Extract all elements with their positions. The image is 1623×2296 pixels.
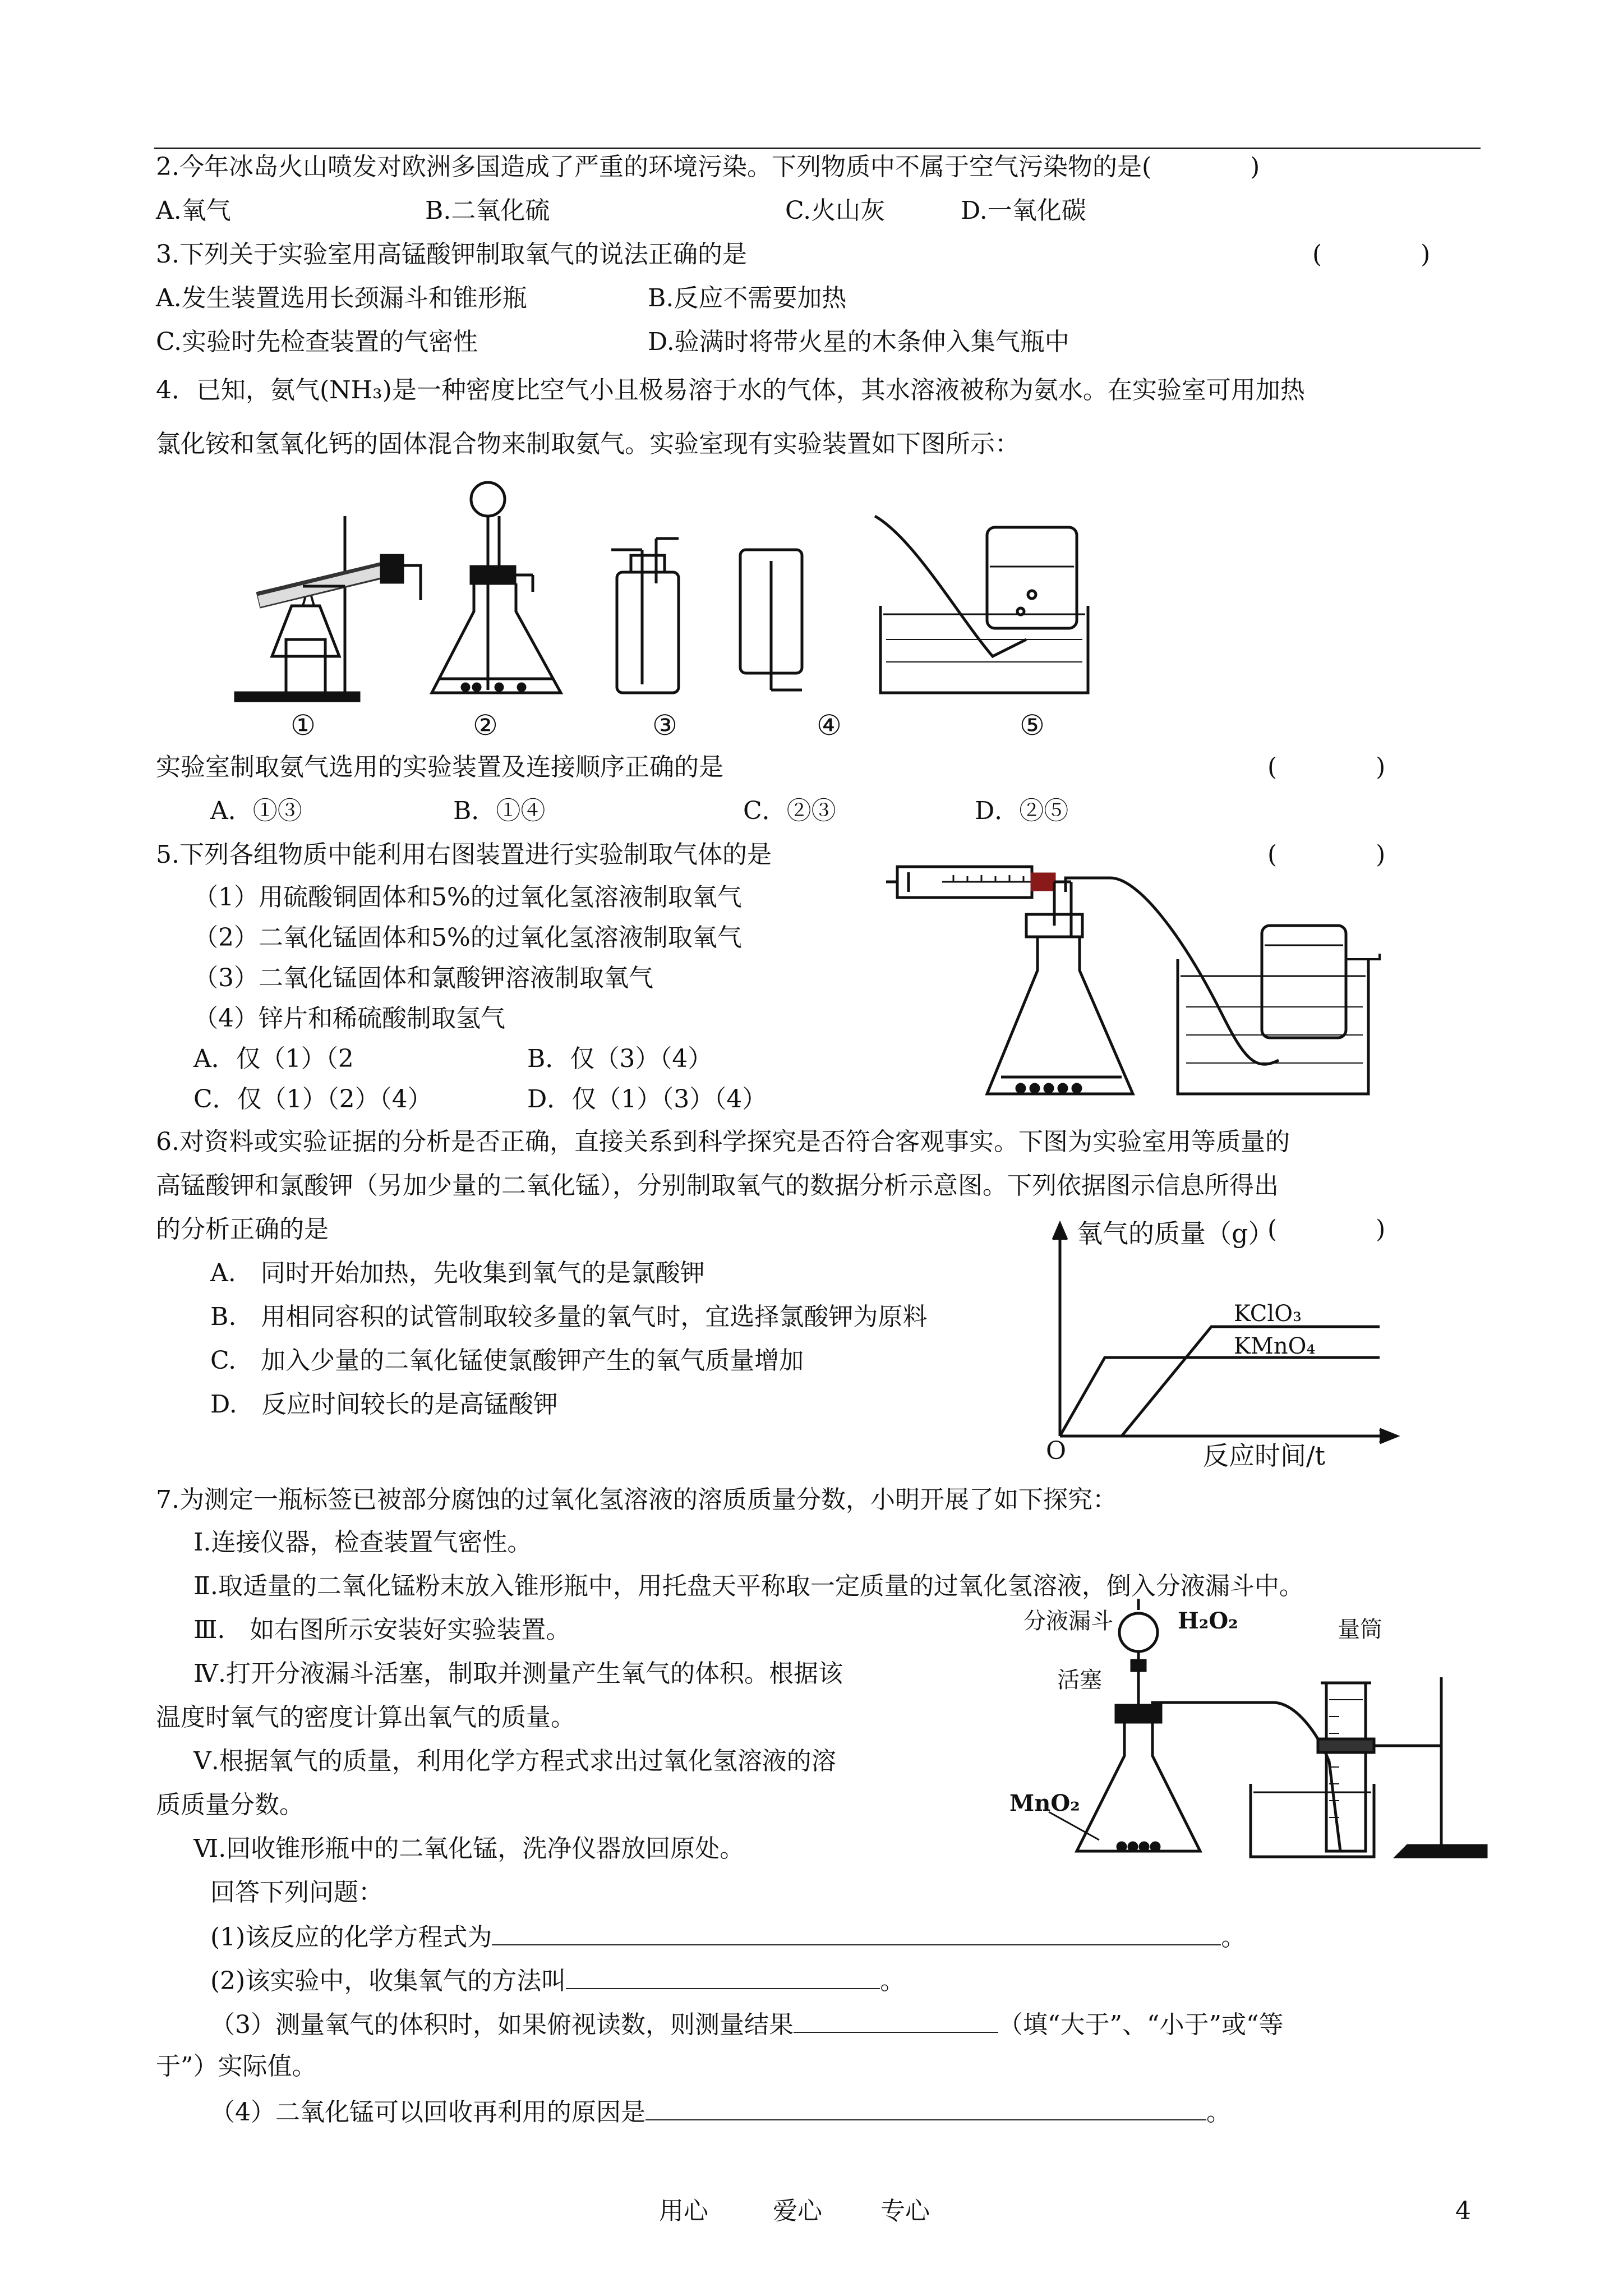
q2-option-c: C.火山灰 xyxy=(785,196,886,225)
q7-sub2-text: (2)该实验中，收集氧气的方法叫 xyxy=(210,1967,566,1995)
q4-apparatus-figure xyxy=(219,471,1116,718)
q5-option-d: D．仅（1）（3）（4） xyxy=(527,1085,767,1114)
chart-x-arrow xyxy=(1380,1429,1396,1443)
iron-stand xyxy=(1374,1677,1486,1857)
q6-option-c: C. 加入少量的二氧化锰使氯酸钾产生的氧气质量增加 xyxy=(210,1346,804,1375)
q5-item-4: （4）锌片和稀硫酸制取氢气 xyxy=(193,1004,505,1033)
q6-line2: 高锰酸钾和氯酸钾（另加少量的二氧化锰），分别制取氧气的数据分析示意图。下列依据图示信息所得出 xyxy=(156,1171,1279,1200)
q7-sub4-text: （4）二氧化锰可以回收再利用的原因是 xyxy=(210,2098,645,2127)
q2-option-b: B.二氧化硫 xyxy=(425,196,550,225)
q5-option-c: C．仅（1）（2）（4） xyxy=(193,1085,432,1114)
q5-bracket: ( ) xyxy=(1267,840,1386,869)
label-separating-funnel: 分液漏斗 xyxy=(1023,1608,1113,1634)
q4-option-a: A．①③ xyxy=(210,797,302,825)
q3-bracket: ( ) xyxy=(1312,240,1431,269)
q7-sub3 xyxy=(210,2010,1283,2037)
q5-option-b: B．仅（3）（4） xyxy=(527,1045,713,1073)
q5-option-a: A．仅（1）（2 xyxy=(193,1045,354,1073)
q7-sub1-blank[interactable] xyxy=(492,1923,1221,1945)
q4-option-c: C．②③ xyxy=(743,797,836,825)
apparatus-label-4: ④ xyxy=(817,709,842,742)
q3-option-c: C.实验时先检查装置的气密性 xyxy=(156,328,478,356)
apparatus-label-2: ② xyxy=(473,709,498,742)
q7-sub4 xyxy=(210,2098,1231,2125)
separating-funnel xyxy=(1119,1599,1158,1717)
q7-answer-prompt: 回答下列问题： xyxy=(210,1878,383,1907)
apparatus-4-inverted-bottle xyxy=(740,550,802,690)
apparatus-2-flask-funnel xyxy=(432,482,561,693)
q7-sub1-end: 。 xyxy=(1221,1923,1246,1952)
q5-item-1: （1）用硫酸铜固体和5%的过氧化氢溶液制取氧气 xyxy=(193,883,742,912)
q5-item-3: （3）二氧化锰固体和氯酸钾溶液制取氧气 xyxy=(193,964,653,992)
delivery-tube xyxy=(1152,1703,1363,1851)
footer-motto-3: 专心 xyxy=(880,2197,930,2225)
q4-option-d: D．②⑤ xyxy=(975,797,1069,825)
q6-option-a: A. 同时开始加热，先收集到氧气的是氯酸钾 xyxy=(210,1259,705,1287)
apparatus-label-3: ③ xyxy=(652,709,677,742)
label-mno2: MnO₂ xyxy=(1009,1790,1080,1816)
q7-sub1-text: (1)该反应的化学方程式为 xyxy=(210,1923,492,1952)
q6-bracket: ( ) xyxy=(1267,1215,1386,1244)
chart-series-kmno4 xyxy=(1060,1358,1380,1436)
q5-stem: 5.下列各组物质中能利用右图装置进行实验制取气体的是 xyxy=(156,840,772,869)
chart-origin-label: O xyxy=(1046,1437,1067,1465)
q6-option-d: D. 反应时间较长的是高锰酸钾 xyxy=(210,1390,558,1419)
q3-stem: 3.下列关于实验室用高锰酸钾制取氧气的说法正确的是 xyxy=(156,240,747,269)
q7-sub3-text: （3）测量氧气的体积时，如果俯视读数，则测量结果 xyxy=(210,2010,794,2039)
header-rule xyxy=(154,148,1481,149)
water-trough xyxy=(1251,1784,1374,1857)
footer-motto-1: 用心 xyxy=(659,2197,708,2225)
q3-option-a: A.发生装置选用长颈漏斗和锥形瓶 xyxy=(156,284,527,312)
q7-step-5a: Ⅴ.根据氧气的质量，利用化学方程式求出过氧化氢溶液的溶 xyxy=(193,1747,836,1775)
q6-option-b: B. 用相同容积的试管制取较多量的氧气时，宜选择氯酸钾为原料 xyxy=(210,1303,928,1331)
q7-step-1: Ⅰ.连接仪器，检查装置气密性。 xyxy=(193,1528,532,1557)
q7-apparatus-figure xyxy=(1004,1593,1497,1874)
label-h2o2: H₂O₂ xyxy=(1178,1608,1238,1634)
q7-sub3-blank[interactable] xyxy=(794,2010,998,2033)
q7-step-2: Ⅱ.取适量的二氧化锰粉末放入锥形瓶中，用托盘天平称取一定质量的过氧化氢溶液，倒入分液漏斗中。 xyxy=(193,1572,1304,1600)
q7-sub2-end: 。 xyxy=(880,1967,905,1995)
q7-sub3-tail: （填“大于”、“小于”或“等 xyxy=(998,2010,1284,2039)
apparatus-label-1: ① xyxy=(291,709,316,742)
q7-step-6: Ⅵ.回收锥形瓶中的二氧化锰，洗净仪器放回原处。 xyxy=(193,1834,745,1863)
chart-y-arrow xyxy=(1053,1224,1067,1240)
chart-ylabel: 氧气的质量（g） xyxy=(1077,1218,1274,1249)
q3-option-b: B.反应不需要加热 xyxy=(648,284,847,312)
footer-motto-2: 爱心 xyxy=(773,2197,822,2225)
q7-step-4b: 温度时氧气的密度计算出氧气的质量。 xyxy=(156,1703,575,1732)
q4-line2: 氯化铵和氢氧化钙的固体混合物来制取氨气。实验室现有实验装置如下图所示： xyxy=(156,430,1020,458)
q4-option-b: B．①④ xyxy=(453,797,546,825)
q7-step-3: Ⅲ. 如右图所示安装好实验装置。 xyxy=(193,1616,571,1644)
apparatus-3-gas-bottle xyxy=(611,539,679,693)
apparatus-5-water-collection xyxy=(875,516,1088,693)
q4-bracket: ( ) xyxy=(1267,753,1386,781)
q7-sub4-blank[interactable] xyxy=(645,2098,1206,2120)
q7-stem: 7.为测定一瓶标签已被部分腐蚀的过氧化氢溶液的溶质质量分数，小明开展了如下探究： xyxy=(156,1485,1117,1514)
conical-flask-mno2 xyxy=(1049,1705,1200,1851)
page-number: 4 xyxy=(1455,2197,1471,2225)
q2-stem: 2.今年冰岛火山喷发对欧洲多国造成了严重的环境污染。下列物质中不属于空气污染物的是( ) xyxy=(156,153,1260,181)
q7-sub1 xyxy=(210,1923,1246,1950)
q7-sub3-line2: 于”）实际值。 xyxy=(156,2052,317,2081)
label-stopcock: 活塞 xyxy=(1057,1667,1102,1693)
q6-line1: 6.对资料或实验证据的分析是否正确，直接关系到科学探究是否符合客观事实。下图为实验室用等质量的 xyxy=(156,1128,1290,1156)
q4-question: 实验室制取氨气选用的实验装置及连接顺序正确的是 xyxy=(156,753,723,781)
q4-line1: 4．已知，氨气(NH₃)是一种密度比空气小且极易溶于水的气体，其水溶液被称为氨水。在实验室可用加热 xyxy=(156,376,1305,404)
chart-xlabel: 反应时间/t xyxy=(1203,1441,1325,1471)
q7-sub2-blank[interactable] xyxy=(566,1967,880,1989)
apparatus-1-heating-setup xyxy=(236,516,421,701)
label-measuring-cylinder: 量筒 xyxy=(1338,1617,1382,1642)
q7-sub4-end: 。 xyxy=(1206,2098,1231,2127)
q5-item-2: （2）二氧化锰固体和5%的过氧化氢溶液制取氧气 xyxy=(193,923,742,952)
q3-option-d: D.验满时将带火星的木条伸入集气瓶中 xyxy=(648,328,1069,356)
measuring-cylinder xyxy=(1318,1683,1374,1851)
q7-sub2 xyxy=(210,1967,905,1994)
apparatus-label-5: ⑤ xyxy=(1020,709,1045,742)
syringe xyxy=(886,867,1071,898)
chart-series-label-kclo3: KClO₃ xyxy=(1234,1301,1302,1327)
q6-line3: 的分析正确的是 xyxy=(156,1215,329,1244)
q2-option-d: D.一氧化碳 xyxy=(961,196,1086,225)
q7-step-5b: 质质量分数。 xyxy=(156,1791,304,1819)
chart-series-label-kmno4: KMnO₄ xyxy=(1234,1333,1316,1359)
water-trough xyxy=(1178,926,1380,1094)
delivery-tube xyxy=(1066,878,1279,1064)
q5-apparatus-figure xyxy=(886,847,1391,1116)
conical-flask xyxy=(987,882,1133,1094)
q7-step-4a: Ⅳ.打开分液漏斗活塞，制取并测量产生氧气的体积。根据该 xyxy=(193,1659,843,1688)
q2-option-a: A.氧气 xyxy=(156,196,231,225)
